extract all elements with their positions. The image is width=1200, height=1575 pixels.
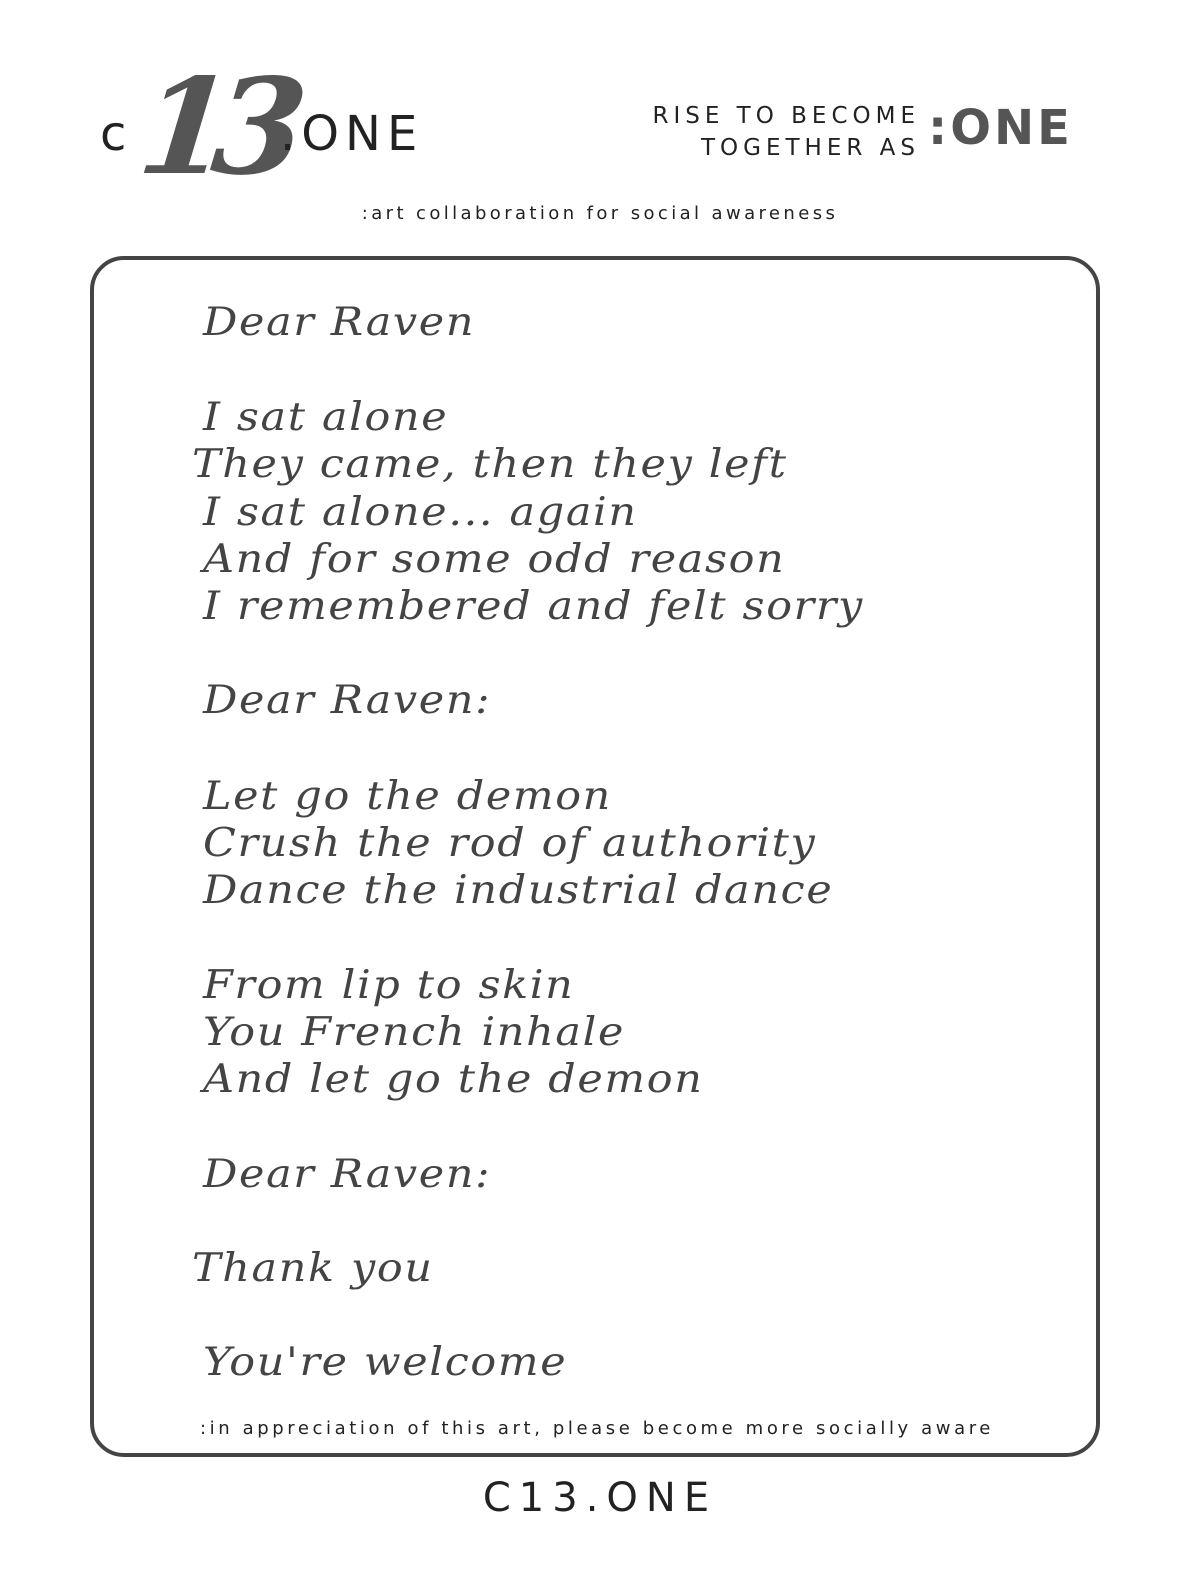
tagline-line-2: TOGETHER AS: [700, 135, 920, 161]
subtitle: :art collaboration for social awareness: [361, 203, 839, 224]
poem-line: I remembered and felt sorry: [203, 584, 864, 629]
poem-line: And for some odd reason: [203, 537, 786, 582]
poem-line: Dear Raven:: [203, 1152, 492, 1197]
poem-line: Dear Raven:: [203, 678, 492, 723]
poem-line: Let go the demon: [203, 774, 612, 819]
poem-line: From lip to skin: [203, 963, 575, 1008]
poem-line: You're welcome: [203, 1340, 568, 1385]
poem-line: I sat alone... again: [203, 490, 638, 535]
tagline-line-1: RISE TO BECOME: [652, 103, 920, 129]
poem-line: They came, then they left: [192, 442, 788, 487]
logo-prefix: c: [100, 106, 129, 162]
poem-line: Thank you: [192, 1246, 434, 1291]
logo-suffix: .ONE: [280, 106, 424, 162]
logo-number: 13: [131, 50, 296, 205]
poem-line: Dear Raven: [203, 300, 476, 345]
tagline-one: :ONE: [928, 100, 1073, 156]
appreciation-note: :in appreciation of this art, please become more socially aware: [199, 1418, 994, 1439]
poem-line: And let go the demon: [203, 1057, 704, 1102]
poem-line: I sat alone: [203, 395, 449, 440]
poem-line: You French inhale: [203, 1010, 625, 1055]
footer-brand: C13.ONE: [482, 1475, 718, 1521]
poem-line: Crush the rod of authority: [203, 821, 817, 866]
poem-line: Dance the industrial dance: [203, 868, 834, 913]
